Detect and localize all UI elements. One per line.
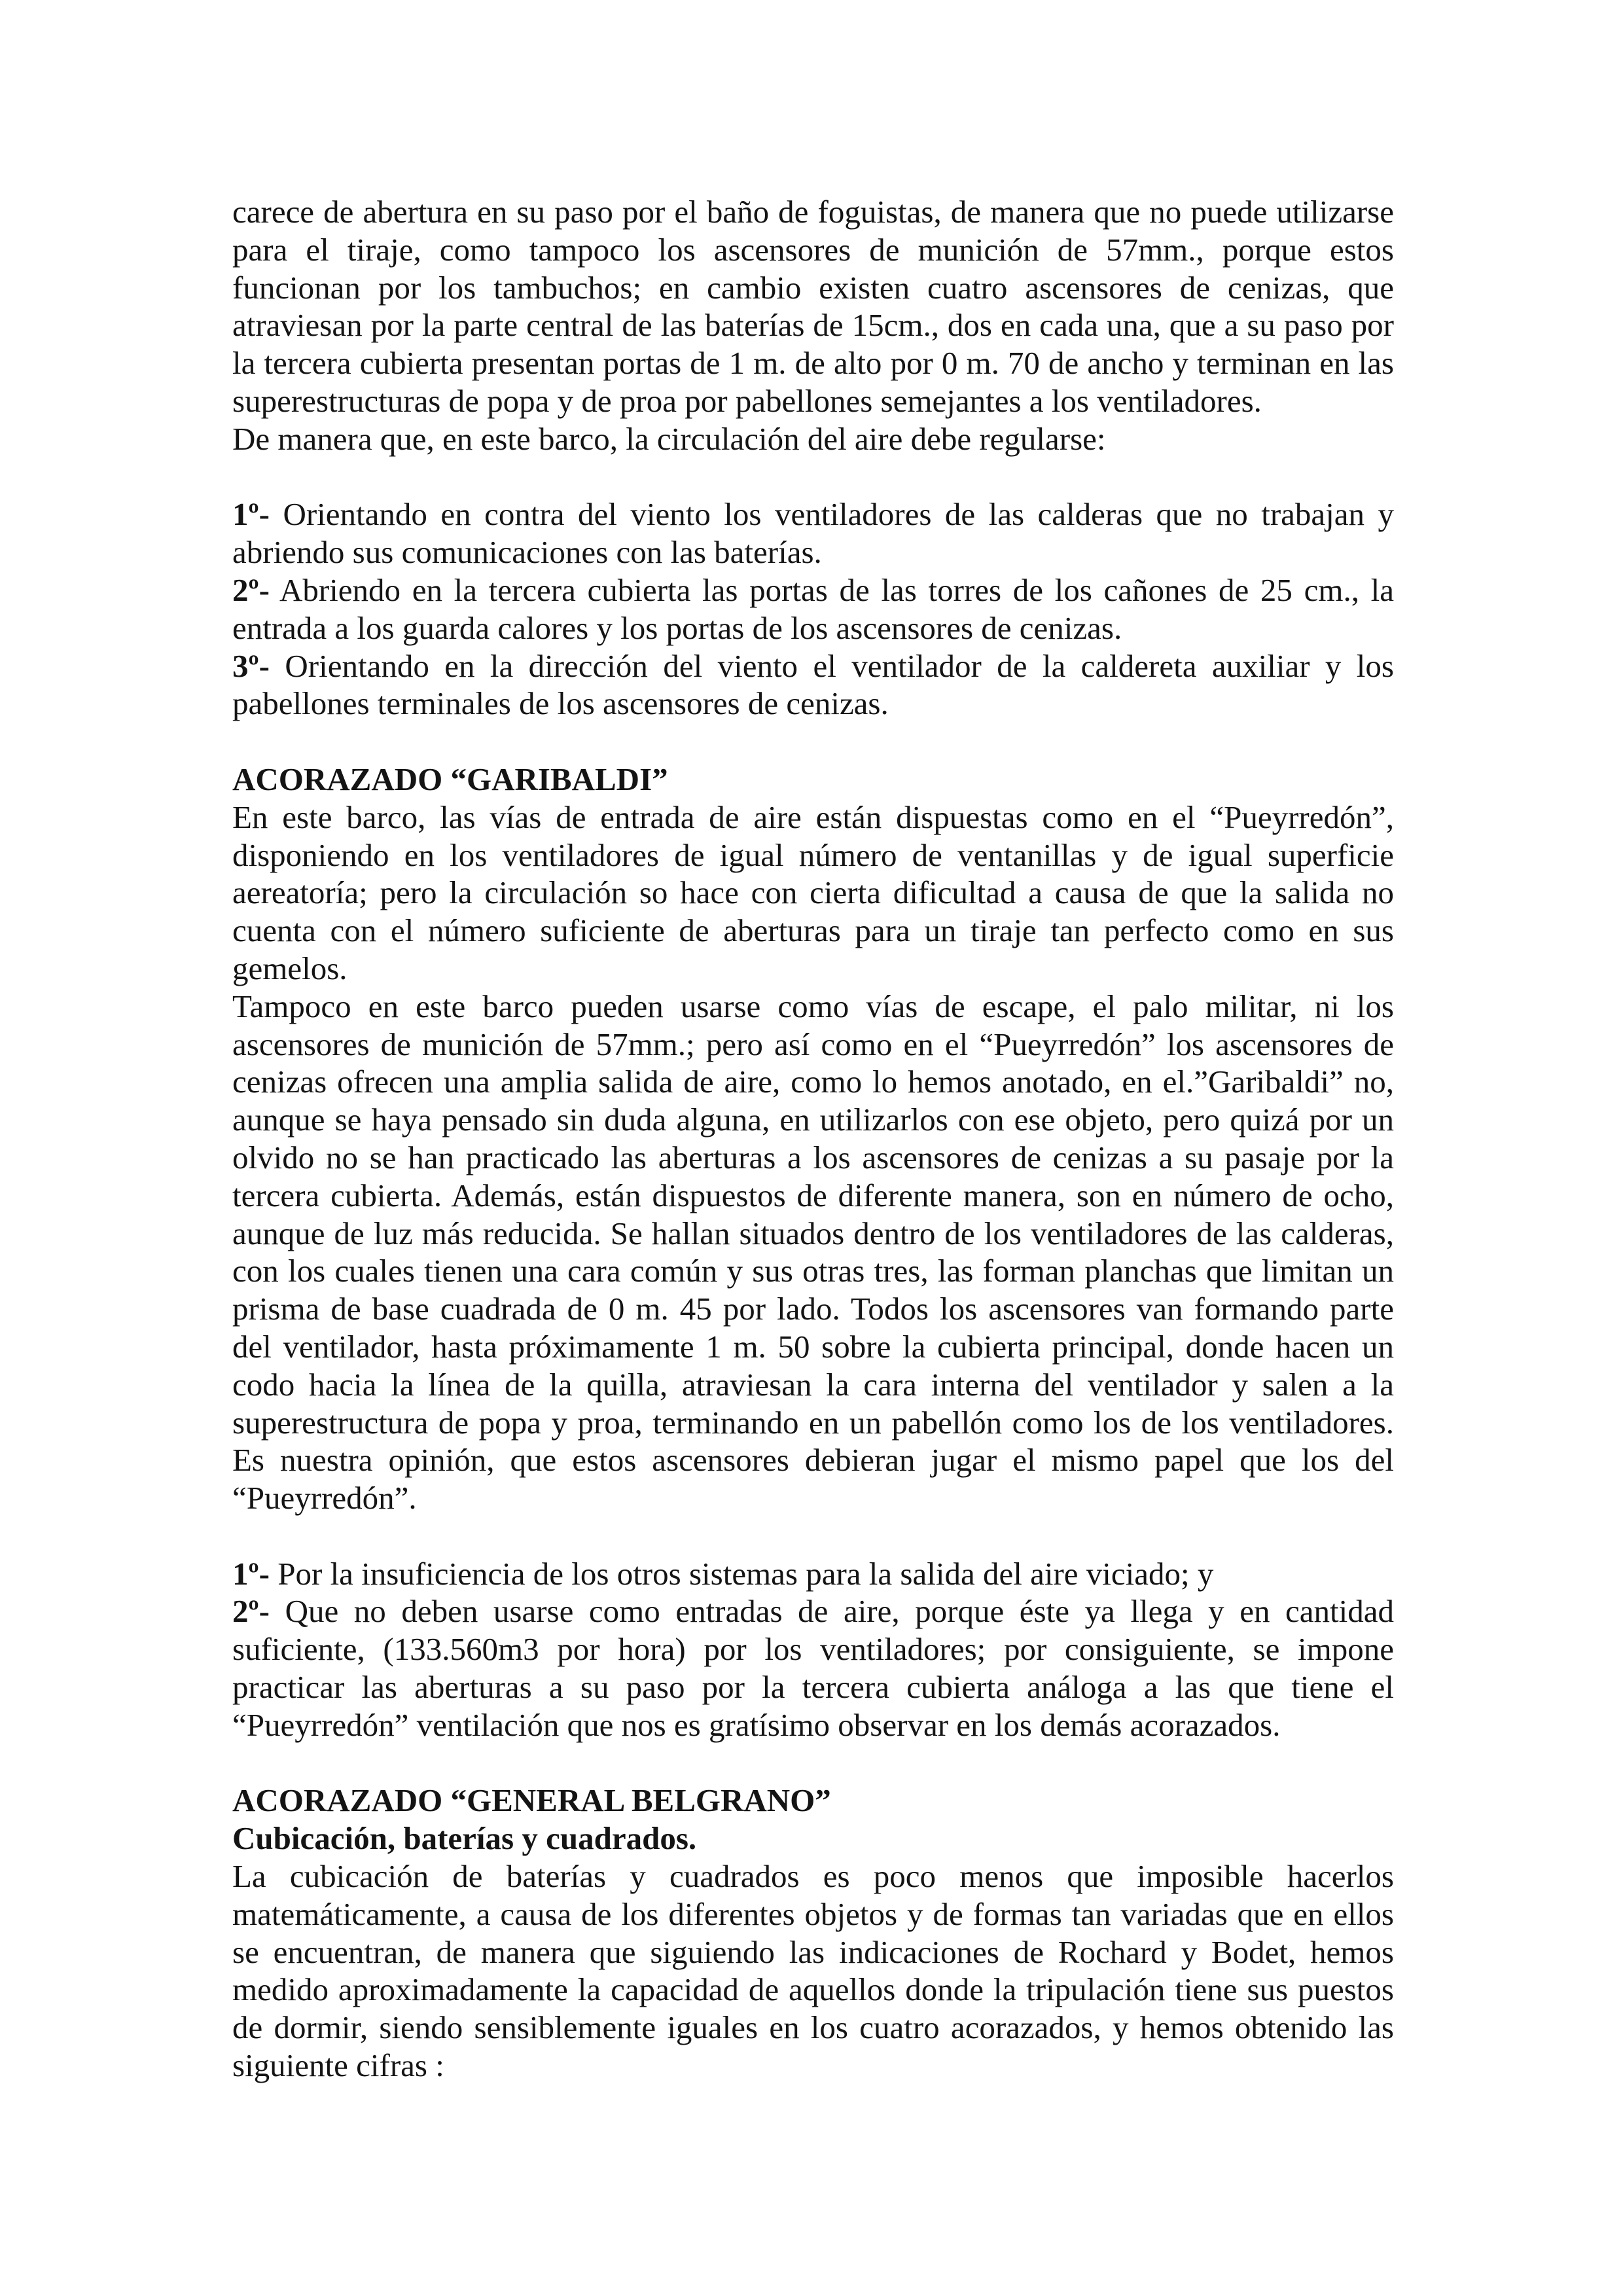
list-item-number: 1º- — [232, 496, 270, 533]
paragraph-garibaldi-exhaust: Tampoco en este barco pueden usarse como vías de escape, el palo militar, ni los ascensores de munición de 57mm.; pero así como en el “Pueyrredón” los ascensores de cenizas ofrecen una amplia salida de aire, como lo hemos anotado, en el.”Garibaldi” no, aunque se haya pensado sin duda alguna, en utilizarlos con ese objeto, pero quizá por un olvido no se han practicado las aberturas a los ascensores de cenizas a su pasaje por la tercera cubierta. Además, están dispuestos de diferente manera, son en número de ocho, aunque de luz más reducida. Se hallan situados dentro de los ventiladores de las calderas, con los cuales tienen una cara común y sus otras tres, las forman planchas que limitan un prisma de base cuadrada de 0 m. 45 por lado. Todos los ascensores van formando parte del ventilador, hasta próximamente 1 m. 50 sobre la cubierta principal, donde hacen un codo hacia la línea de la quilla, atraviesan la cara interna del ventilador y salen a la superestructura de popa y proa, terminando en un pabellón como los de los ventiladores. Es nuestra opinión, que estos ascensores debieran jugar el mismo papel que los del “Pueyrredón”. — [232, 988, 1394, 1516]
list-item-number: 3º- — [232, 647, 270, 684]
list-item-number: 1º- — [232, 1555, 270, 1592]
list-item-text: Orientando en contra del viento los ventiladores de las calderas que no trabajan y abriendo sus comunicaciones con las baterías. — [232, 496, 1394, 571]
paragraph-gap — [232, 1744, 1394, 1782]
paragraph-gap — [232, 458, 1394, 496]
section-heading-belgrano: ACORAZADO “GENERAL BELGRANO” — [232, 1782, 831, 1819]
paragraph-regulation-lead: De manera que, en este barco, la circulación del aire debe regularse: — [232, 420, 1106, 457]
paragraph-cubication: La cubicación de baterías y cuadrados es poco menos que imposible hacerlos matemáticamente, a causa de los diferentes objetos y de formas tan variadas que en ellos se encuentran, de manera que siguiendo las indicaciones de Rochard y Bodet, hemos medido aproximadamente la capacidad de aquellos donde la tripulación tiene sus puestos de dormir, siendo sensiblemente iguales en los cuatro acorazados, y hemos obtenido las siguiente cifras : — [232, 1858, 1394, 2084]
paragraph-ventilation-intro: carece de abertura en su paso por el baño de foguistas, de manera que no puede utilizarse para el tiraje, como tampoco los ascensores de munición de 57mm., porque estos funcionan por los tambuchos; en cambio existen cuatro ascensores de cenizas, que atraviesan por la parte central de las baterías de 15cm., dos en cada una, que a su paso por la tercera cubierta presentan portas de 1 m. de alto por 0 m. 70 de ancho y terminan en las superestructuras de popa y de proa por pabellones semejantes a los ventiladores. — [232, 194, 1394, 419]
paragraph-garibaldi-intake: En este barco, las vías de entrada de aire están dispuestas como en el “Pueyrredón”, disponiendo en los ventiladores de igual número de ventanillas y de igual superficie aereatoría; pero la circulación so hace con cierta dificultad a causa de que la salida no cuenta con el número suficiente de aberturas para un tiraje tan perfecto como en sus gemelos. — [232, 798, 1394, 986]
paragraph-gap — [232, 723, 1394, 761]
section-subheading: Cubicación, baterías y cuadrados. — [232, 1820, 697, 1857]
list-item — [232, 571, 1394, 647]
list-item-number: 2º- — [232, 1593, 270, 1630]
list-item-number: 2º- — [232, 571, 270, 608]
list-item — [232, 1592, 1394, 1744]
list-item-text: Por la insuficiencia de los otros sistemas para la salida del aire viciado; y — [270, 1555, 1214, 1592]
list-item — [232, 647, 1394, 723]
list-item — [232, 495, 1394, 571]
document-page — [232, 193, 1394, 2085]
list-item-text: Abriendo en la tercera cubierta las portas de las torres de los cañones de 25 cm., la entrada a los guarda calores y los portas de los ascensores de cenizas. — [232, 571, 1394, 646]
paragraph-gap — [232, 1517, 1394, 1555]
list-item — [232, 1555, 1394, 1593]
section-heading-garibaldi: ACORAZADO “GARIBALDI” — [232, 761, 668, 797]
list-item-text: Orientando en la dirección del viento el ventilador de la caldereta auxiliar y los pabellones terminales de los ascensores de cenizas. — [232, 647, 1394, 722]
list-item-text: Que no deben usarse como entradas de aire, porque éste ya llega y en cantidad suficiente, (133.560m3 por hora) por los ventiladores; por consiguiente, se impone practicar las aberturas a su paso por la tercera cubierta análoga a las que tiene el “Pueyrredón” ventilación que nos es gratísimo observar en los demás acorazados. — [232, 1593, 1394, 1743]
